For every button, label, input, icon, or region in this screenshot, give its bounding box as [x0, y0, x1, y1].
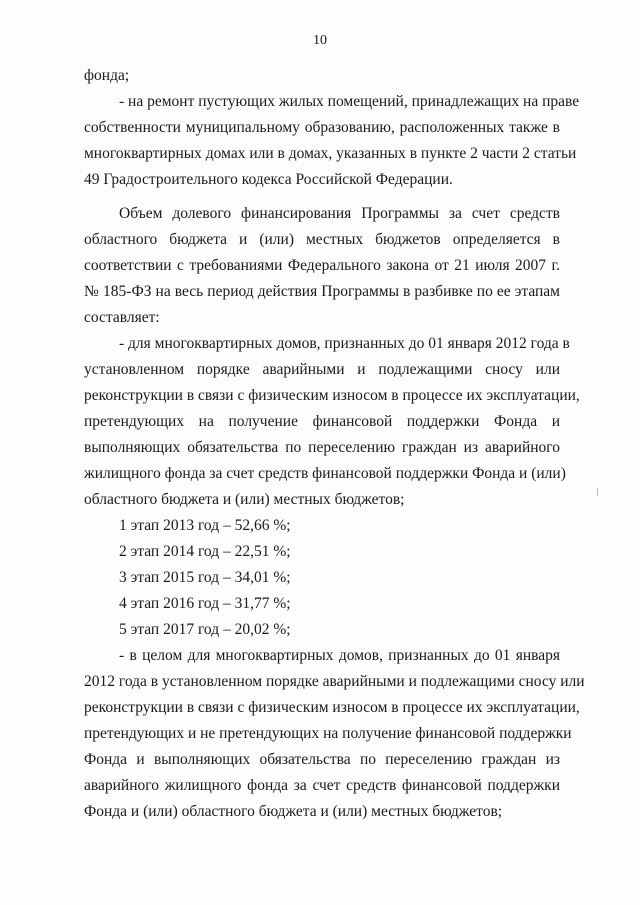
text-line: 2012 года в установленном порядке аварийными и подлежащими сносу или — [84, 673, 585, 690]
text-line: жилищного фонда за счет средств финансовой поддержки Фонда и (или) — [84, 465, 566, 482]
text-line: областного бюджета и (или) местных бюджетов определяется в — [84, 231, 560, 248]
text-line: Фонда и (или) областного бюджета и (или) местных бюджетов; — [84, 803, 503, 820]
text-line: фонда; — [84, 67, 130, 84]
text-line: многоквартирных домах или в домах, указанных в пункте 2 части 2 статьи — [84, 145, 577, 162]
text-line: № 185-ФЗ на весь период действия Программы в разбивке по ее этапам — [84, 283, 560, 300]
text-line: установленном порядке аварийными и подлежащими сносу или — [84, 361, 560, 378]
text-line: областного бюджета и (или) местных бюджетов; — [84, 491, 405, 508]
page-number: 10 — [313, 33, 327, 48]
document-body — [84, 63, 585, 825]
stage-line: 5 этап 2017 год – 20,02 %; — [119, 621, 291, 638]
text-line: составляет: — [84, 309, 160, 326]
stage-line: 2 этап 2014 год – 22,51 %; — [119, 543, 291, 560]
text-line: Фонда и выполняющих обязательства по переселению граждан из — [84, 751, 560, 768]
text-line: - на ремонт пустующих жилых помещений, принадлежащих на праве — [119, 93, 580, 110]
text-line: претендующих на получение финансовой поддержки Фонда и — [84, 413, 560, 430]
text-line: - для многоквартирных домов, признанных до 01 января 2012 года в — [119, 335, 570, 352]
text-line: реконструкции в связи с физическим износом в процессе их эксплуатации, — [84, 387, 580, 404]
text-line: претендующих и не претендующих на получение финансовой поддержки — [84, 725, 572, 742]
stage-line: 1 этап 2013 год – 52,66 %; — [119, 517, 291, 534]
stage-line: 3 этап 2015 год – 34,01 %; — [119, 569, 291, 586]
text-line: реконструкции в связи с физическим износом в процессе их эксплуатации, — [84, 699, 580, 716]
text-line: собственности муниципальному образованию, расположенных также в — [84, 119, 560, 136]
stage-line: 4 этап 2016 год – 31,77 %; — [119, 595, 291, 612]
text-line: Объем долевого финансирования Программы за счет средств — [119, 205, 560, 222]
text-line: соответствии с требованиями Федерального закона от 21 июля 2007 г. — [84, 257, 560, 274]
text-line: выполняющих обязательства по переселению граждан из аварийного — [84, 439, 560, 456]
text-line: - в целом для многоквартирных домов, признанных до 01 января — [119, 647, 560, 664]
text-line: аварийного жилищного фонда за счет средств финансовой поддержки — [84, 777, 560, 794]
scan-margin-mark — [597, 488, 598, 496]
text-line: 49 Градостроительного кодекса Российской Федерации. — [84, 171, 453, 188]
